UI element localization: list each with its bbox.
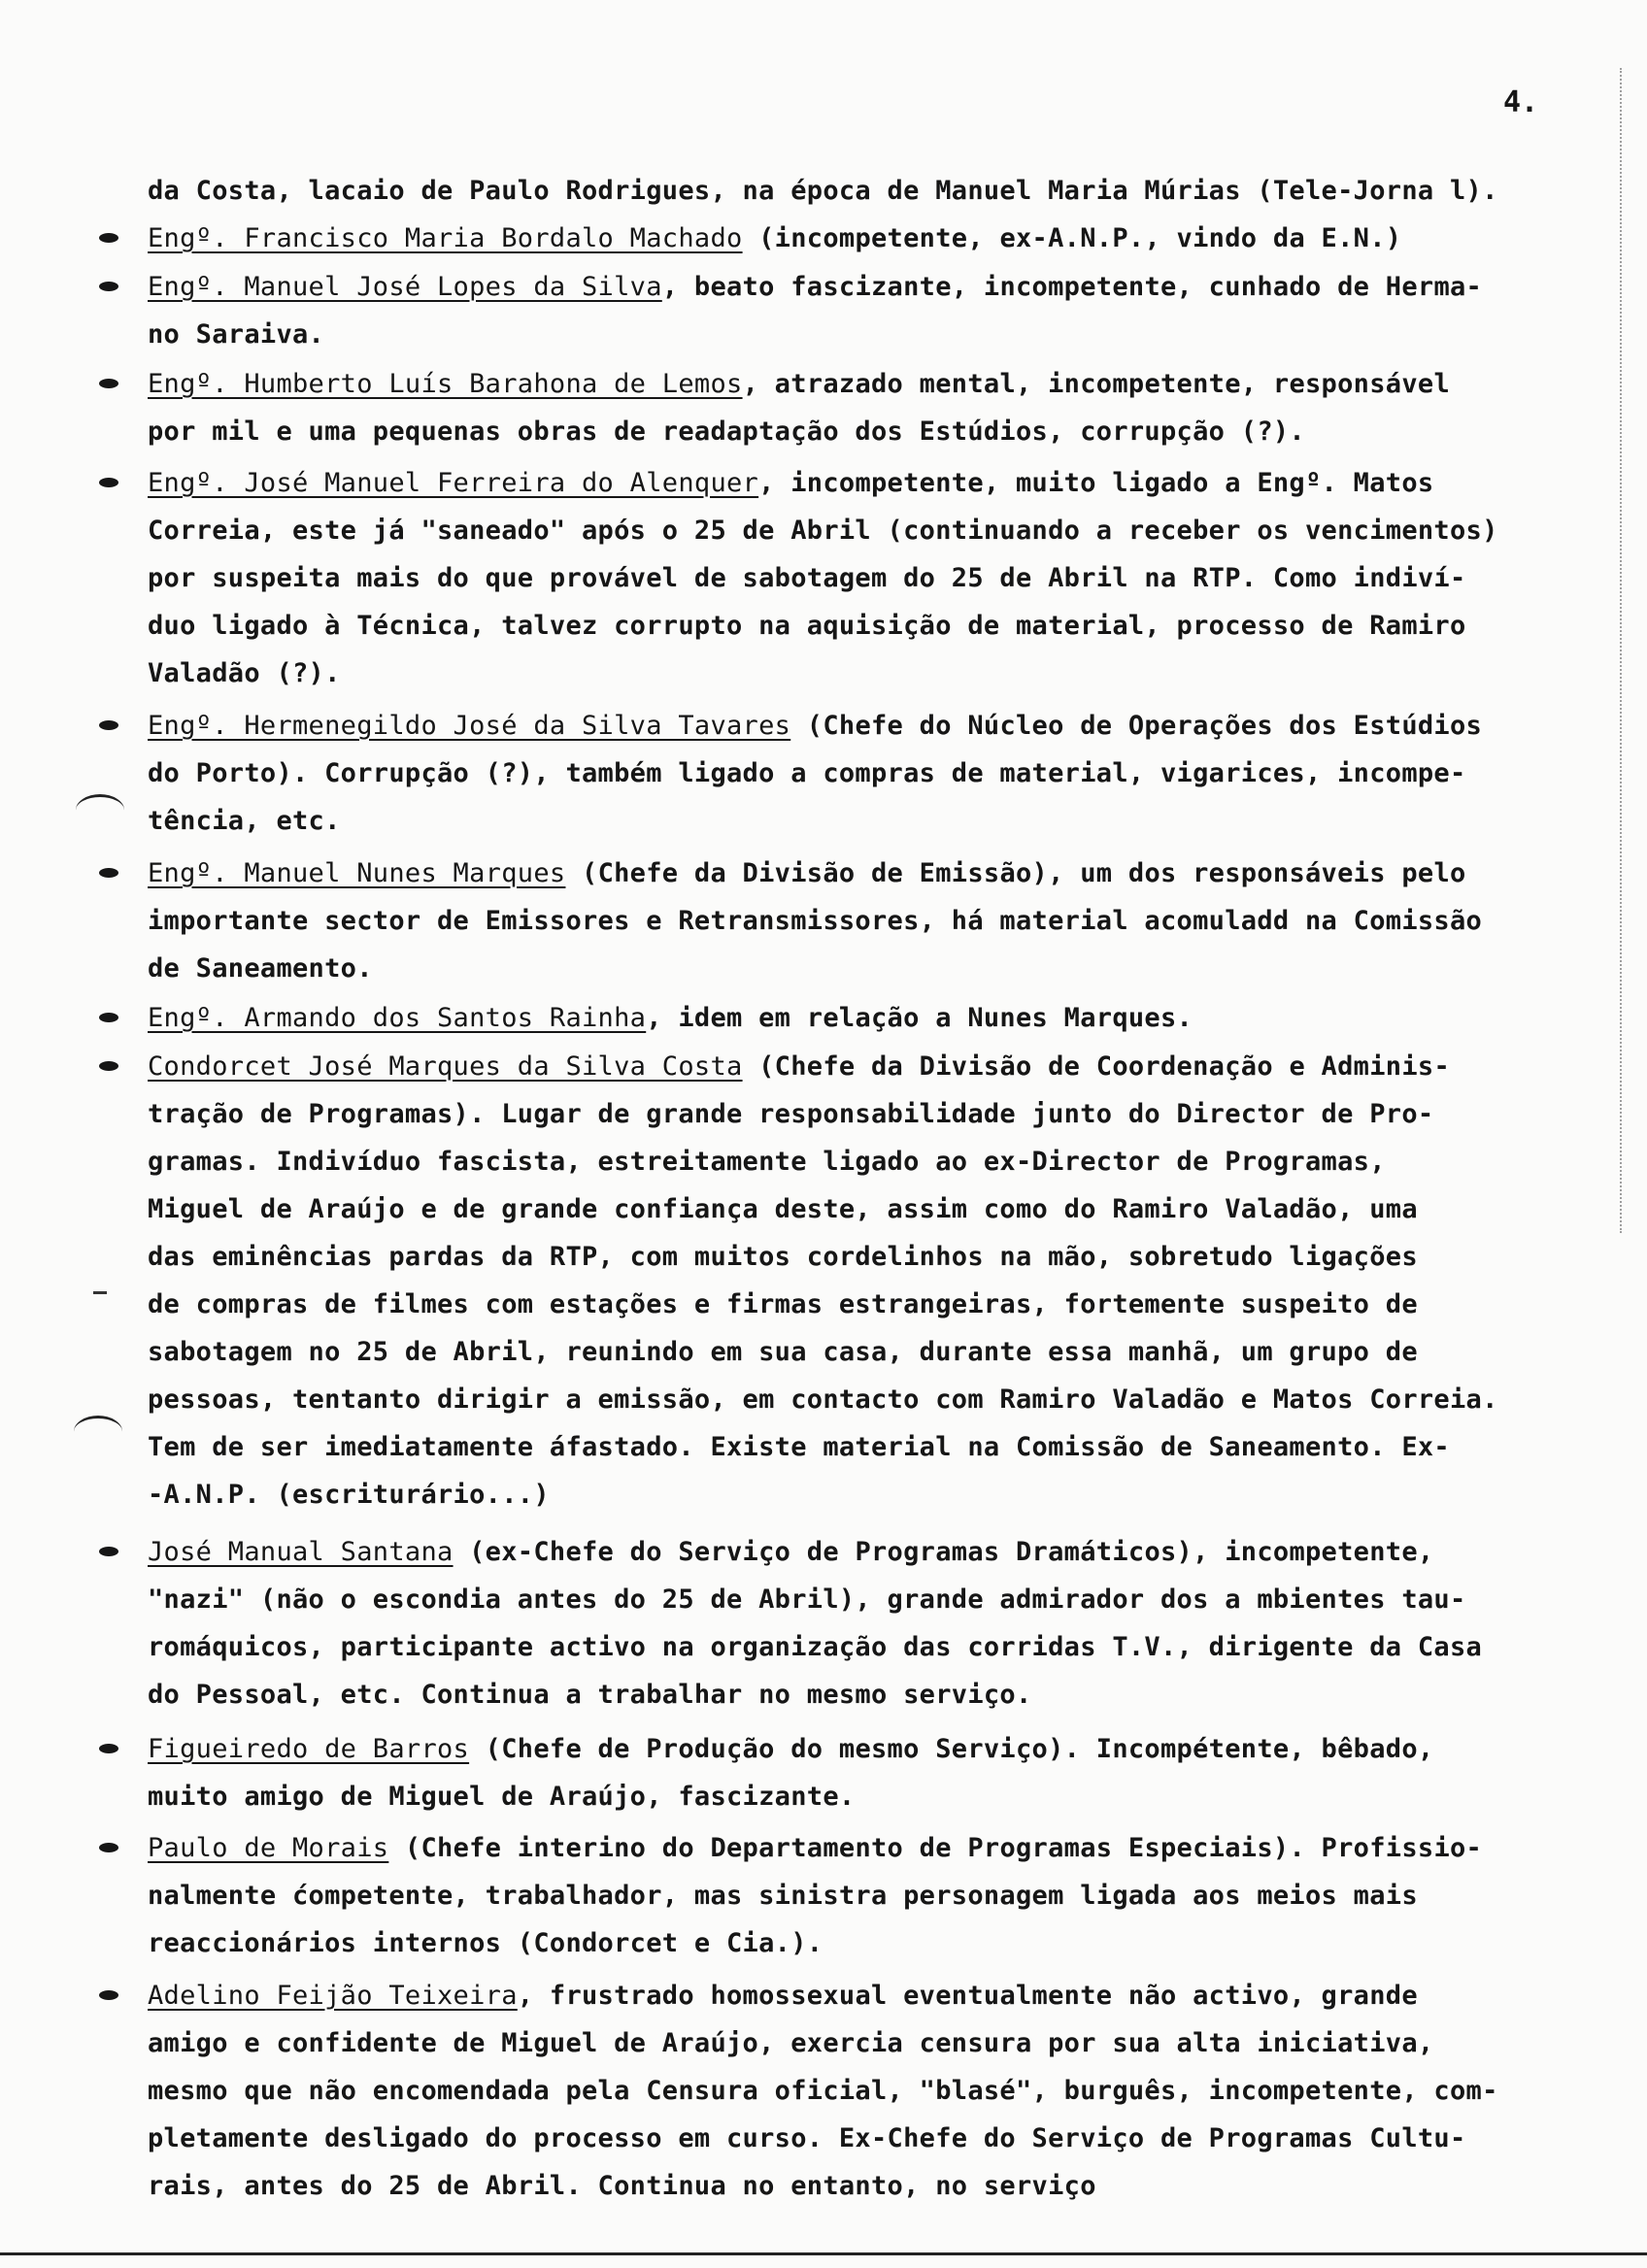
person-description: (Chefe do Núcleo de Operações dos Estúdios do Porto). Corrupção (?), também ligado a compras de material, vigarices, incompe- tência, etc.: [148, 711, 1483, 836]
bullet-icon: [99, 868, 118, 878]
list-item: [148, 850, 1546, 992]
person-description: , idem em relação a Nunes Marques.: [646, 1003, 1193, 1033]
bullet-icon: [99, 379, 118, 388]
person-description: , frustrado homossexual eventualmente não activo, grande amigo e confidente de Miguel de Araújo, exercia censura por sua alta iniciativa, mesmo que não encomendada pela Censura oficial, "blasé", burguês, incompetente, com- pletamente desligado do processo em curso. Ex-Chefe do Serviço de Programas Cultu- rais, antes do 25 de Abril. Continua no entanto, no serviço: [148, 1981, 1498, 2201]
person-name: José Manual Santana: [148, 1537, 454, 1567]
bullet-icon: [99, 1061, 118, 1071]
margin-bracket-mark: [74, 1416, 122, 1448]
list-item: [148, 459, 1546, 697]
person-name: Condorcet José Marques da Silva Costa: [148, 1051, 743, 1082]
bullet-icon: [99, 282, 118, 291]
person-description: (Chefe interino do Departamento de Programas Especiais). Profissio- nalmente ćompetente, trabalhador, mas sinistra personagem ligada aos meios mais reaccionários internos (Condorcet e Cia.).: [148, 1833, 1483, 1958]
page-number: 4.: [1503, 85, 1539, 119]
list-item: [148, 1972, 1546, 2210]
bullet-icon: [99, 233, 118, 243]
person-description: (Chefe de Produção do mesmo Serviço). Incompétente, bêbado, muito amigo de Miguel de Araújo, fascizante.: [148, 1734, 1434, 1812]
bullet-icon: [99, 478, 118, 487]
bullet-icon: [99, 720, 118, 730]
person-name: Figueiredo de Barros: [148, 1734, 470, 1764]
person-name: Engº. Humberto Luís Barahona de Lemos: [148, 369, 743, 399]
bullet-icon: [99, 1744, 118, 1753]
list-item: [148, 1528, 1546, 1718]
person-name: Engº. Armando dos Santos Rainha: [148, 1003, 647, 1033]
list-item: [148, 702, 1546, 845]
list-item: [148, 1824, 1546, 1967]
person-name: Engº. Francisco Maria Bordalo Machado: [148, 223, 743, 253]
bullet-icon: [99, 1990, 118, 2000]
person-name: Adelino Feijão Teixeira: [148, 1981, 518, 2011]
person-description: (incompetente, ex-A.N.P., vindo da E.N.): [742, 223, 1402, 253]
bullet-icon: [99, 1547, 118, 1556]
person-name: Engº. Hermenegildo José da Silva Tavares: [148, 711, 791, 741]
person-name: Paulo de Morais: [148, 1833, 389, 1863]
person-description: , beato fascizante, incompetente, cunhado de Herma- no Saraiva.: [148, 272, 1483, 350]
list-item: [148, 215, 1546, 262]
person-name: Engº. José Manuel Ferreira do Alenquer: [148, 468, 759, 498]
person-description: , incompetente, muito ligado a Engº. Matos Correia, este já "saneado" após o 25 de Abril (continuando a receber os vencimentos) por suspeita mais do que provável de sabotagem do 25 de Abril na RTP. Como indiví- duo ligado à Técnica, talvez corrupto na aquisição de material, processo de Ramiro Valadão (?).: [148, 468, 1498, 688]
person-name: Engº. Manuel Nunes Marques: [148, 858, 566, 888]
list-item: [148, 994, 1546, 1042]
list-item: [148, 1725, 1546, 1820]
bullet-icon: [99, 1013, 118, 1022]
person-description: (Chefe da Divisão de Coordenação e Adminis- tração de Programas). Lugar de grande responsabilidade junto do Director de Pro- gramas. Indivíduo fascista, estreitamente ligado ao ex-Director de Programas, Miguel de Araújo e de grande confiança deste, assim como do Ramiro Valadão, uma das eminências pardas da RTP, com muitos cordelinhos na mão, sobretudo ligações de compras de filmes com estações e firmas estrangeiras, fortemente suspeito de sabotagem no 25 de Abril, reunindo em sua casa, durante essa manhã, um grupo de pessoas, tentanto dirigir a emissão, em contacto com Ramiro Valadão e Matos Correia. Tem de ser imediatamente áfastado. Existe material na Comissão de Saneamento. Ex- -A.N.P. (escriturário...): [148, 1051, 1498, 1510]
list-item: [148, 1043, 1546, 1518]
bullet-icon: [99, 1843, 118, 1852]
person-description: , atrazado mental, incompetente, responsável por mil e uma pequenas obras de readaptação dos Estúdios, corrupção (?).: [148, 369, 1450, 447]
list-item: [148, 360, 1546, 455]
person-name: Engº. Manuel José Lopes da Silva: [148, 272, 662, 302]
person-description: (ex-Chefe do Serviço de Programas Dramáticos), incompetente, "nazi" (não o escondia antes do 25 de Abril), grande admirador dos a mbientes tau- romáquicos, participante activo na organização das corridas T.V., dirigente da Casa do Pessoal, etc. Continua a trabalhar no mesmo serviço.: [148, 1537, 1483, 1710]
continuation-text: da Costa, lacaio de Paulo Rodrigues, na época de Manuel Maria Múrias (Tele-Jorna l).: [148, 176, 1498, 206]
margin-bracket-mark: [76, 794, 124, 826]
person-description: (Chefe da Divisão de Emissão), um dos responsáveis pelo importante sector de Emissores e Retransmissores, há material acomuladd na Comissão de Saneamento.: [148, 858, 1483, 984]
margin-dash-mark: [93, 1291, 107, 1294]
list-item: [148, 263, 1546, 358]
page-edge-line: [0, 2252, 1647, 2255]
margin-marks: [1616, 68, 1622, 1233]
